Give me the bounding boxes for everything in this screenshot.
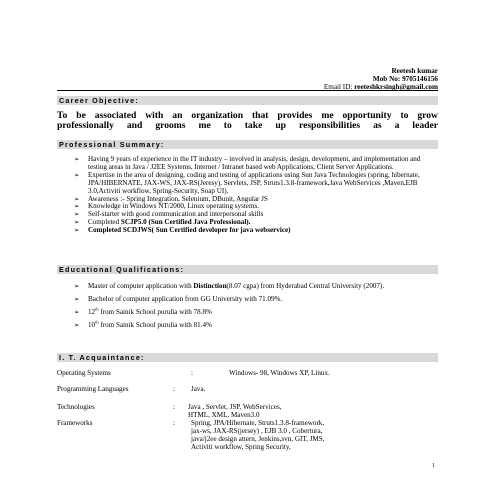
list-item: ➢ Completed SCJP5.0 (Sun Certified Java Professional).: [74, 218, 251, 227]
page-number: 1: [432, 463, 435, 469]
list-item: ➢ Bachelor of computer application from GG University with 71.09%.: [74, 295, 283, 303]
list-item: ➢ 10th from Sainik School purulia with 81.4%: [74, 319, 212, 329]
bullet-arrow-icon: ➢: [74, 170, 80, 179]
bullet-arrow-icon: ➢: [74, 218, 80, 227]
list-item: ➢ Having 9 years of experience in the IT industry – involved in analysis, design, development, and implementation and testing areas in Java / J2EE Systems, Internet / Intranet based web Applications, Client Server Applications.: [74, 155, 421, 171]
mobile-number: Mob No: 9705146156: [372, 75, 438, 83]
bullet-arrow-icon: ➢: [74, 194, 80, 203]
education-heading: Educational Qualifications:: [57, 265, 438, 274]
it-row-key: Operating Systems: [57, 369, 111, 377]
bullet-arrow-icon: ➢: [74, 295, 80, 303]
professional-summary-heading: Professional Summary:: [57, 140, 438, 149]
it-row-value: Spring, JPA/Hibernate, Struts1.3.8-framework, jax-ws, JAX-RS(jersey) , EJB 3.0 , Cobertura, java/j2ee design attern, Jenkins,svn, GIT, JMS, Activiti workflow, Spring Security,: [191, 419, 325, 451]
list-item: ➢ 12th from Sainik School purulia with 78.8%: [74, 306, 212, 316]
objective-line-2: professionally and grooms me to take up responsibilities as a leader: [57, 120, 438, 131]
professional-summary-list: [57, 156, 438, 235]
it-row-value: Java , Servlet, JSP, WebServices, HTML, XML, Maven3.0: [188, 403, 282, 419]
it-row-colon: :: [173, 403, 175, 411]
bullet-arrow-icon: ➢: [74, 308, 80, 316]
it-row-value: Windows- 98, Windows XP, Linux.: [229, 369, 330, 377]
education-list: [57, 282, 438, 334]
list-item: ➢ Master of computer application with Distinction(8.07 cgpa) from Hyderabad Central University (2007).: [74, 282, 385, 290]
list-item: ➢ Awareness :- Spring Integration, Selenium, DBunit, Angular JS: [74, 194, 268, 203]
bullet-arrow-icon: ➢: [74, 226, 80, 235]
email-line: Email ID: reeteshkrsingh@gmail.com: [323, 83, 438, 91]
it-row-value: Java.: [191, 385, 206, 393]
list-item: ➢ Knowledge in Windows NT/2000, Linux operating systems.: [74, 202, 259, 211]
it-row-colon: :: [191, 369, 193, 377]
career-objective-heading: Career Objective:: [57, 96, 438, 105]
bullet-arrow-icon: ➢: [74, 321, 80, 329]
it-row-key: Programming Languages: [57, 385, 129, 393]
it-row-colon: :: [173, 385, 175, 393]
list-item: ➢ Completed SCDJWS( Sun Certified developer for java webservice): [74, 226, 291, 235]
list-item: ➢ Expertise in the area of designing, coding and testing of applications using Sun Java Technologies (spring, hibernate, JPA/HIBERNATE, JAX-WS, JAX-RS(Jeresy), Servlets, JSP, Struts1.3.8-framework,Java WebServices ,Maven,EJB 3.0,Activiti workflow, Spring-Security, Soap UI).: [74, 170, 420, 195]
career-objective-text: [57, 111, 438, 131]
bullet-arrow-icon: ➢: [74, 155, 80, 163]
candidate-name: Reetesh kumar: [391, 67, 438, 75]
list-item: ➢ Self-starter with good communication and interpersonal skills: [74, 210, 264, 219]
it-acquaintance-heading: I. T. Acquaintance:: [57, 353, 438, 362]
it-row-key: Frameworks: [57, 419, 93, 427]
bullet-arrow-icon: ➢: [74, 210, 80, 219]
bullet-arrow-icon: ➢: [74, 282, 80, 290]
objective-line-1: To be associated with an organization that provides me opportunity to grow: [57, 110, 438, 121]
it-row-key: Technologies: [57, 403, 95, 411]
it-row-colon: :: [173, 419, 175, 427]
bullet-arrow-icon: ➢: [74, 202, 80, 211]
header-rule: [57, 90, 438, 91]
